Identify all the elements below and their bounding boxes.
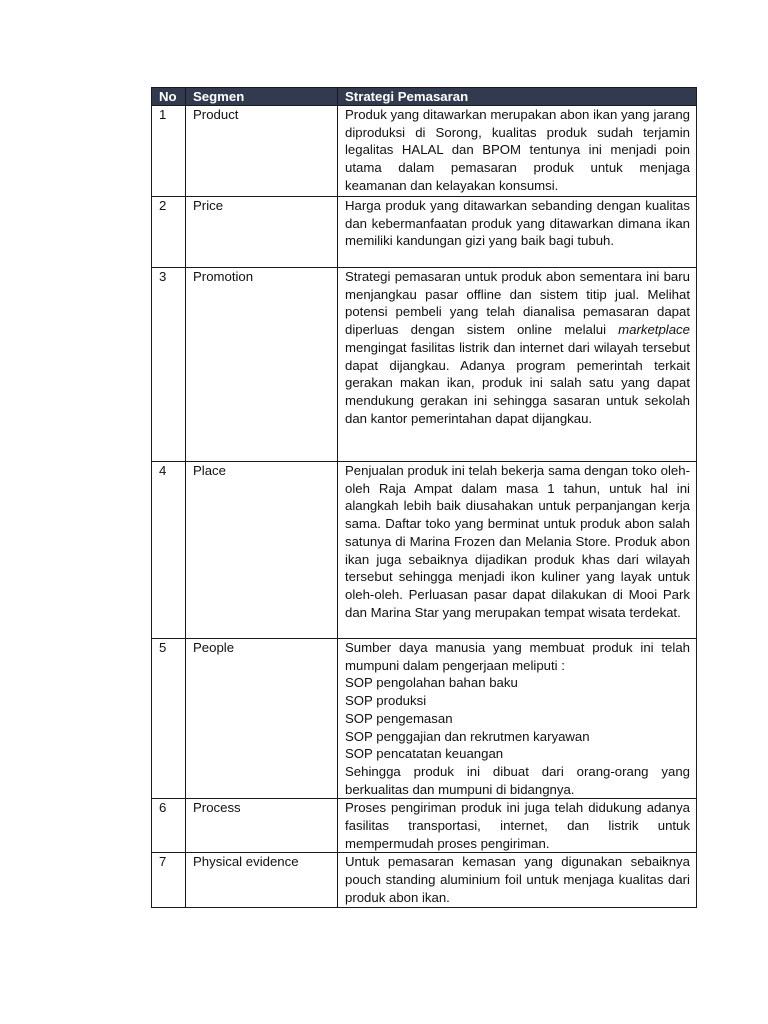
segment-name: People — [186, 639, 338, 799]
sop-list-item: SOP pengemasan — [345, 710, 453, 726]
table-row — [152, 853, 697, 907]
strategy-text-part: Strategi pemasaran untuk produk abon sementara ini baru menjangkau pasar offline dan sistem titip jual. Melihat potensi pembeli yang telah dianalisa pemasaran dapat diperluas dengan sistem online melalui — [345, 269, 690, 338]
header-no: No — [152, 88, 186, 106]
segment-name: Promotion — [186, 268, 338, 462]
table-row — [152, 462, 697, 639]
strategy-text — [338, 639, 697, 799]
table-row — [152, 799, 697, 853]
strategy-intro: Sumber daya manusia yang membuat produk ini telah mumpuni dalam pengerjaan meliputi : — [345, 640, 690, 673]
row-number: 6 — [152, 799, 186, 853]
header-strategy: Strategi Pemasaran — [338, 88, 697, 106]
sop-list-item: SOP produksi — [345, 693, 427, 709]
table-row — [152, 197, 697, 268]
strategy-text: Proses pengiriman produk ini juga telah didukung adanya fasilitas transportasi, internet, dan listrik untuk mempermudah proses pengiriman. — [338, 799, 697, 853]
strategy-text: Produk yang ditawarkan merupakan abon ikan yang jarang diproduksi di Sorong, kualitas produk sudah terjamin legalitas HALAL dan BPOM tentunya ini menjadi poin utama dalam pemasaran produk untuk menjaga keamanan dan kelayakan konsumsi. — [338, 106, 697, 197]
table-header-row — [152, 88, 697, 106]
strategy-text — [338, 268, 697, 462]
sop-list-item: SOP penggajian dan rekrutmen karyawan — [345, 728, 590, 744]
strategy-italic-term: marketplace — [618, 322, 690, 338]
segment-name: Physical evidence — [186, 853, 338, 907]
sop-list-item: SOP pencatatan keuangan — [345, 746, 504, 762]
sop-list-item: SOP pengolahan bahan baku — [345, 675, 518, 691]
header-segment: Segmen — [186, 88, 338, 106]
strategy-text: Harga produk yang ditawarkan sebanding dengan kualitas dan kebermanfaatan produk yang ditawarkan dimana ikan memiliki kandungan gizi yang baik bagi tubuh. — [338, 197, 697, 268]
table-row — [152, 268, 697, 462]
strategy-outro: Sehingga produk ini dibuat dari orang-orang yang berkualitas dan mumpuni di bidangnya. — [345, 763, 690, 797]
row-number: 5 — [152, 639, 186, 799]
segment-name: Product — [186, 106, 338, 197]
row-number: 3 — [152, 268, 186, 462]
segment-name: Price — [186, 197, 338, 268]
strategy-text: Untuk pemasaran kemasan yang digunakan sebaiknya pouch standing aluminium foil untuk menjaga kualitas dari produk abon ikan. — [338, 853, 697, 907]
row-number: 7 — [152, 853, 186, 907]
table-row — [152, 106, 697, 197]
marketing-mix-table — [151, 87, 697, 908]
row-number: 4 — [152, 462, 186, 639]
table-row — [152, 639, 697, 799]
strategy-text-part: mengingat fasilitas listrik dan internet dari wilayah tersebut dapat dijangkau. Adanya program pemerintah terkait gerakan makan ikan, produk ini salah satu yang dapat mendukung gerakan ini sehingga sasaran untuk sekolah dan kantor pemerintahan dapat dijangkau. — [345, 339, 690, 426]
strategy-text: Penjualan produk ini telah bekerja sama dengan toko oleh-oleh Raja Ampat dalam masa 1 tahun, untuk hal ini alangkah lebih baik diusahakan untuk perpanjangan kerja sama. Daftar toko yang berminat untuk produk abon salah satunya di Marina Frozen dan Melania Store. Produk abon ikan juga sebaiknya dijadikan produk khas dari wilayah tersebut sehingga menjadi ikon kuliner yang layak untuk oleh-oleh. Perluasan pasar dapat dilakukan di Mooi Park dan Marina Star yang merupakan tempat wisata terdekat. — [338, 462, 697, 639]
segment-name: Place — [186, 462, 338, 639]
row-number: 1 — [152, 106, 186, 197]
segment-name: Process — [186, 799, 338, 853]
row-number: 2 — [152, 197, 186, 268]
